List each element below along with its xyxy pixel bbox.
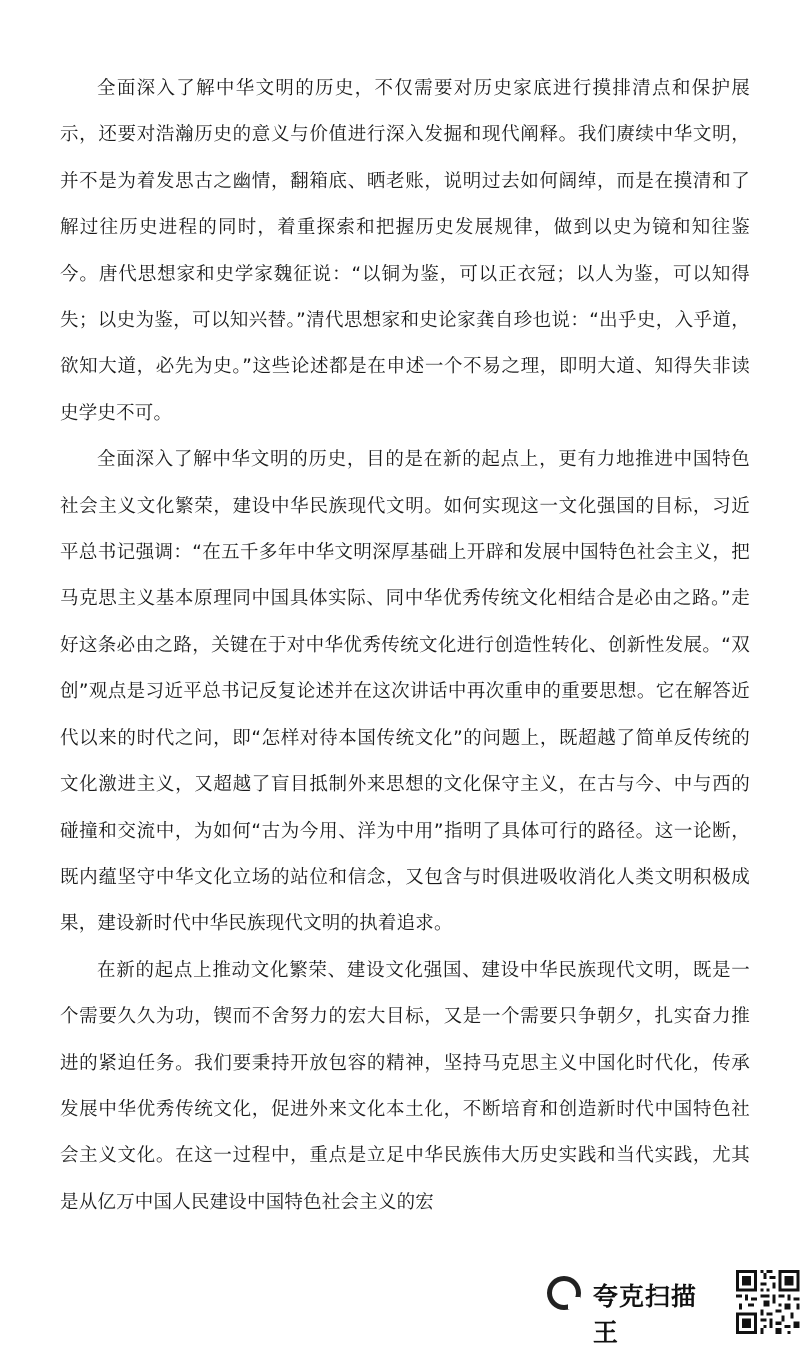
qr-code-icon xyxy=(736,1270,800,1334)
paragraph-3: 在新的起点上推动文化繁荣、建设文化强国、建设中华民族现代文明，既是一个需要久久为功，锲而不舍努力的宏大目标，又是一个需要只争朝夕，扎实奋力推进的紧迫任务。我们要秉持开放包容的精神，坚持马克思主义中国化时代化，传承发展中华优秀传统文化，促进外来文化本土化，不断培育和创造新时代中国特色社会主义文化。在这一过程中，重点是立足中华民族伟大历史实践和当代实践，尤其是从亿万中国人民建设中国特色社会主义的宏 xyxy=(60,959,750,1213)
paragraph-1: 全面深入了解中华文明的历史，不仅需要对历史家底进行摸排清点和保护展示，还要对浩瀚历史的意义与价值进行深入发掘和现代阐释。我们赓续中华文明，并不是为着发思古之幽情，翻箱底、晒老账，说明过去如何阔绰，而是在摸清和了解过往历史进程的同时，着重探索和把握历史发展规律，做到以史为镜和知往鉴今。唐代思想家和史学家魏征说：“以铜为鉴，可以正衣冠；以人为鉴，可以知得失；以史为鉴，可以知兴替。”清代思想家和史论家龚自珍也说：“出乎史，入乎道，欲知大道，必先为史。”这些论述都是在申述一个不易之理，即明大道、知得失非读史学史不可。 xyxy=(60,78,750,424)
document-body xyxy=(60,66,750,1226)
scanner-watermark xyxy=(547,1270,800,1347)
brand-name: 夸克扫描王 xyxy=(592,1282,697,1347)
quark-logo-icon xyxy=(547,1276,581,1310)
paragraph-2: 全面深入了解中华文明的历史，目的是在新的起点上，更有力地推进中国特色社会主义文化繁荣，建设中华民族现代文明。如何实现这一文化强国的目标，习近平总书记强调：“在五千多年中华文明深厚基础上开辟和发展中国特色社会主义，把马克思主义基本原理同中国具体实际、同中华优秀传统文化相结合是必由之路。”走好这条必由之路，关键在于对中华优秀传统文化进行创造性转化、创新性发展。“双创”观点是习近平总书记反复论述并在这次讲话中再次重申的重要思想。它在解答近代以来的时代之问，即“怎样对待本国传统文化”的问题上，既超越了简单反传统的文化激进主义，又超越了盲目抵制外来思想的文化保守主义，在古与今、中与西的碰撞和交流中，为如何“古为今用、洋为中用”指明了具体可行的路径。这一论断，既内蕴坚守中华文化立场的站位和信念，又包含与时俱进吸收消化人类文明积极成果，建设新时代中华民族现代文明的执着追求。 xyxy=(60,449,750,935)
